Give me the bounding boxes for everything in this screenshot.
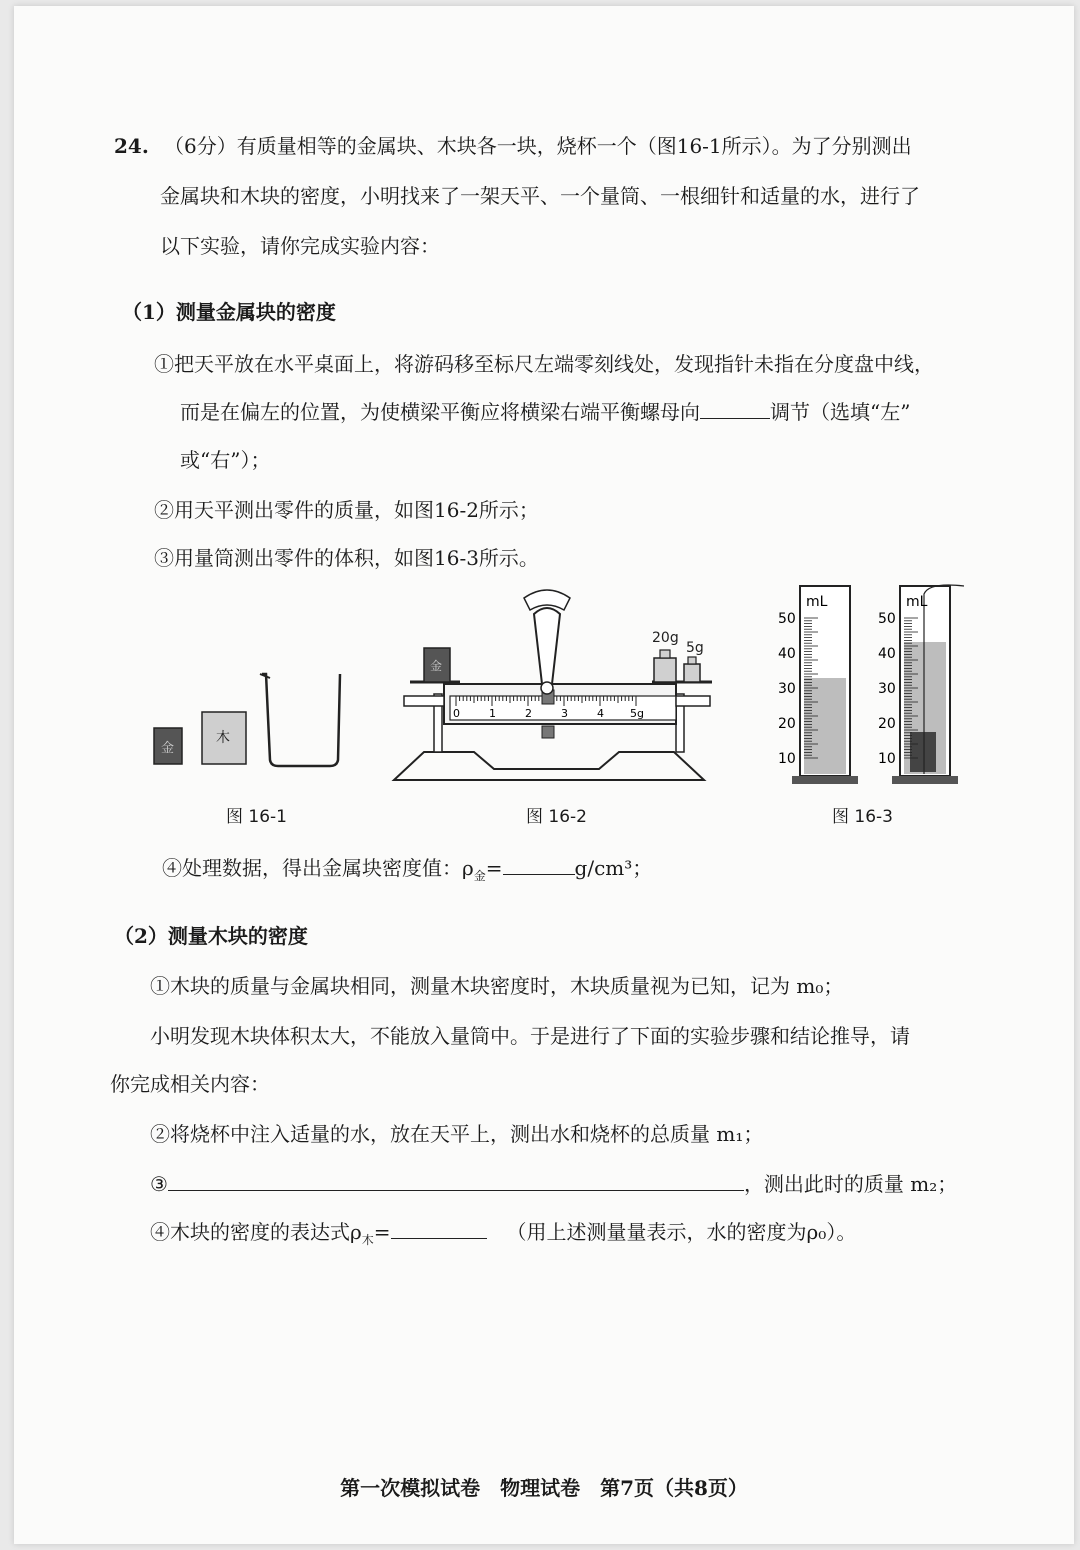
question-number: 24. — [114, 134, 149, 158]
cylinder-label: 20 — [878, 716, 896, 732]
part1-step2: ②用天平测出零件的质量，如图16-2所示； — [154, 498, 539, 522]
part1-step4 — [162, 854, 652, 890]
scale-label: 4 — [597, 707, 604, 720]
weight-5g — [684, 664, 700, 682]
cylinder-1 — [778, 586, 858, 784]
cylinder-2 — [878, 585, 964, 784]
weight-5g-label: 5g — [686, 640, 704, 656]
cylinder-2-labels — [878, 611, 896, 767]
answer-blank-metal-density[interactable] — [503, 854, 575, 875]
cylinder-label: 10 — [778, 751, 796, 767]
weight-20g-knob — [660, 650, 670, 658]
part2-step4-sub: 木 — [361, 1233, 374, 1247]
part1-step1-line-a: ①把天平放在水平桌面上，将游码移至标尺左端零刻线处，发现指针未指在分度盘中线， — [154, 352, 934, 376]
cylinder-label: 50 — [878, 611, 896, 627]
page-footer: 第一次模拟试卷 物理试卷 第7页（共8页） — [340, 1476, 748, 1500]
part1-step3: ③用量筒测出零件的体积，如图16-3所示。 — [154, 546, 539, 570]
cylinder-label: 50 — [778, 611, 796, 627]
part2-step4 — [150, 1218, 856, 1254]
question-text-line-2: 金属块和木块的密度，小明找来了一架天平、一个量筒、一根细针和适量的水，进行了 — [160, 184, 920, 208]
scale-label: 5g — [630, 707, 644, 720]
cylinder-label: 40 — [878, 646, 896, 662]
balance-base — [394, 752, 704, 780]
part2-intro-line-b: 你完成相关内容： — [110, 1072, 270, 1096]
part2-step3-tail: ，测出此时的质量 m₂； — [743, 1172, 958, 1196]
beam-support — [542, 726, 554, 738]
part2-step2: ②将烧杯中注入适量的水，放在天平上，测出水和烧杯的总质量 m₁； — [150, 1122, 764, 1146]
figure-16-1-caption: 图 16-1 — [226, 807, 287, 827]
figure-16-2-balance — [384, 584, 724, 794]
part2-heading: （2）测量木块的密度 — [114, 924, 308, 948]
part2-step3 — [150, 1170, 957, 1198]
answer-blank-wood-density[interactable] — [391, 1218, 487, 1239]
part1-step4-unit: g/cm³； — [574, 856, 653, 880]
exam-page — [14, 6, 1074, 1544]
part2-step4-eq: = — [373, 1220, 391, 1244]
scale-label: 0 — [453, 707, 460, 720]
part2-step4-text: ④木块的密度的表达式ρ — [150, 1220, 362, 1244]
part2-step4-tail: （用上述测量量表示，水的密度为ρ₀）。 — [506, 1220, 857, 1244]
part2-step1: ①木块的质量与金属块相同，测量木块密度时，木块质量视为已知，记为 m₀； — [150, 974, 844, 998]
cylinder-label: 20 — [778, 716, 796, 732]
cylinder-1-unit: mL — [806, 594, 828, 610]
cylinder-2-metal — [910, 732, 936, 772]
wood-block-label: 木 — [216, 730, 230, 746]
answer-blank-direction[interactable] — [700, 398, 770, 419]
metal-block-label: 金 — [161, 741, 175, 756]
weight-20g-label: 20g — [652, 630, 679, 646]
weight-20g — [654, 658, 676, 682]
cylinder-2-unit: mL — [906, 594, 928, 610]
cylinder-2-base — [892, 776, 958, 784]
answer-blank-step3[interactable] — [168, 1170, 744, 1191]
part1-step1-text: 而是在偏左的位置，为使横梁平衡应将横梁右端平衡螺母向 — [180, 400, 700, 424]
question-text-line-3: 以下实验，请你完成实验内容： — [160, 234, 440, 258]
scale-label: 3 — [561, 707, 568, 720]
part1-step4-text: ④处理数据，得出金属块密度值：ρ — [162, 856, 474, 880]
left-balance-nut[interactable] — [404, 696, 444, 706]
figure-16-3-cylinders — [774, 574, 974, 794]
cylinder-1-base — [792, 776, 858, 784]
cylinder-label: 10 — [878, 751, 896, 767]
beaker — [262, 674, 340, 766]
pivot — [541, 682, 553, 694]
part1-heading: （1）测量金属块的密度 — [122, 300, 336, 324]
part1-step4-sub: 金 — [473, 869, 486, 883]
metal-on-pan-label: 金 — [430, 659, 443, 673]
right-balance-nut[interactable] — [676, 696, 710, 706]
figure-16-1 — [134, 656, 374, 776]
question-text-line-1: （6分）有质量相等的金属块、木块各一块，烧杯一个（图16-1所示）。为了分别测出 — [164, 134, 912, 158]
part2-step3-num: ③ — [150, 1172, 168, 1196]
part1-step1-line-c: 或“右”）； — [180, 448, 271, 472]
cylinder-1-labels — [778, 611, 796, 767]
cylinder-label: 30 — [878, 681, 896, 697]
figure-16-3-caption: 图 16-3 — [832, 807, 893, 827]
part1-step4-eq: = — [485, 856, 503, 880]
cylinder-label: 30 — [778, 681, 796, 697]
figure-16-2-caption: 图 16-2 — [526, 807, 587, 827]
cylinder-1-water — [804, 678, 846, 774]
pointer — [534, 608, 560, 684]
scale-label: 2 — [525, 707, 532, 720]
weight-5g-knob — [688, 657, 696, 664]
part1-step1-tail: 调节（选填“左” — [770, 400, 911, 424]
part2-intro-line-a: 小明发现木块体积太大，不能放入量筒中。于是进行了下面的实验步骤和结论推导，请 — [150, 1024, 910, 1048]
cylinder-label: 40 — [778, 646, 796, 662]
scale-label: 1 — [489, 707, 496, 720]
part1-step1-line-b — [180, 398, 910, 426]
